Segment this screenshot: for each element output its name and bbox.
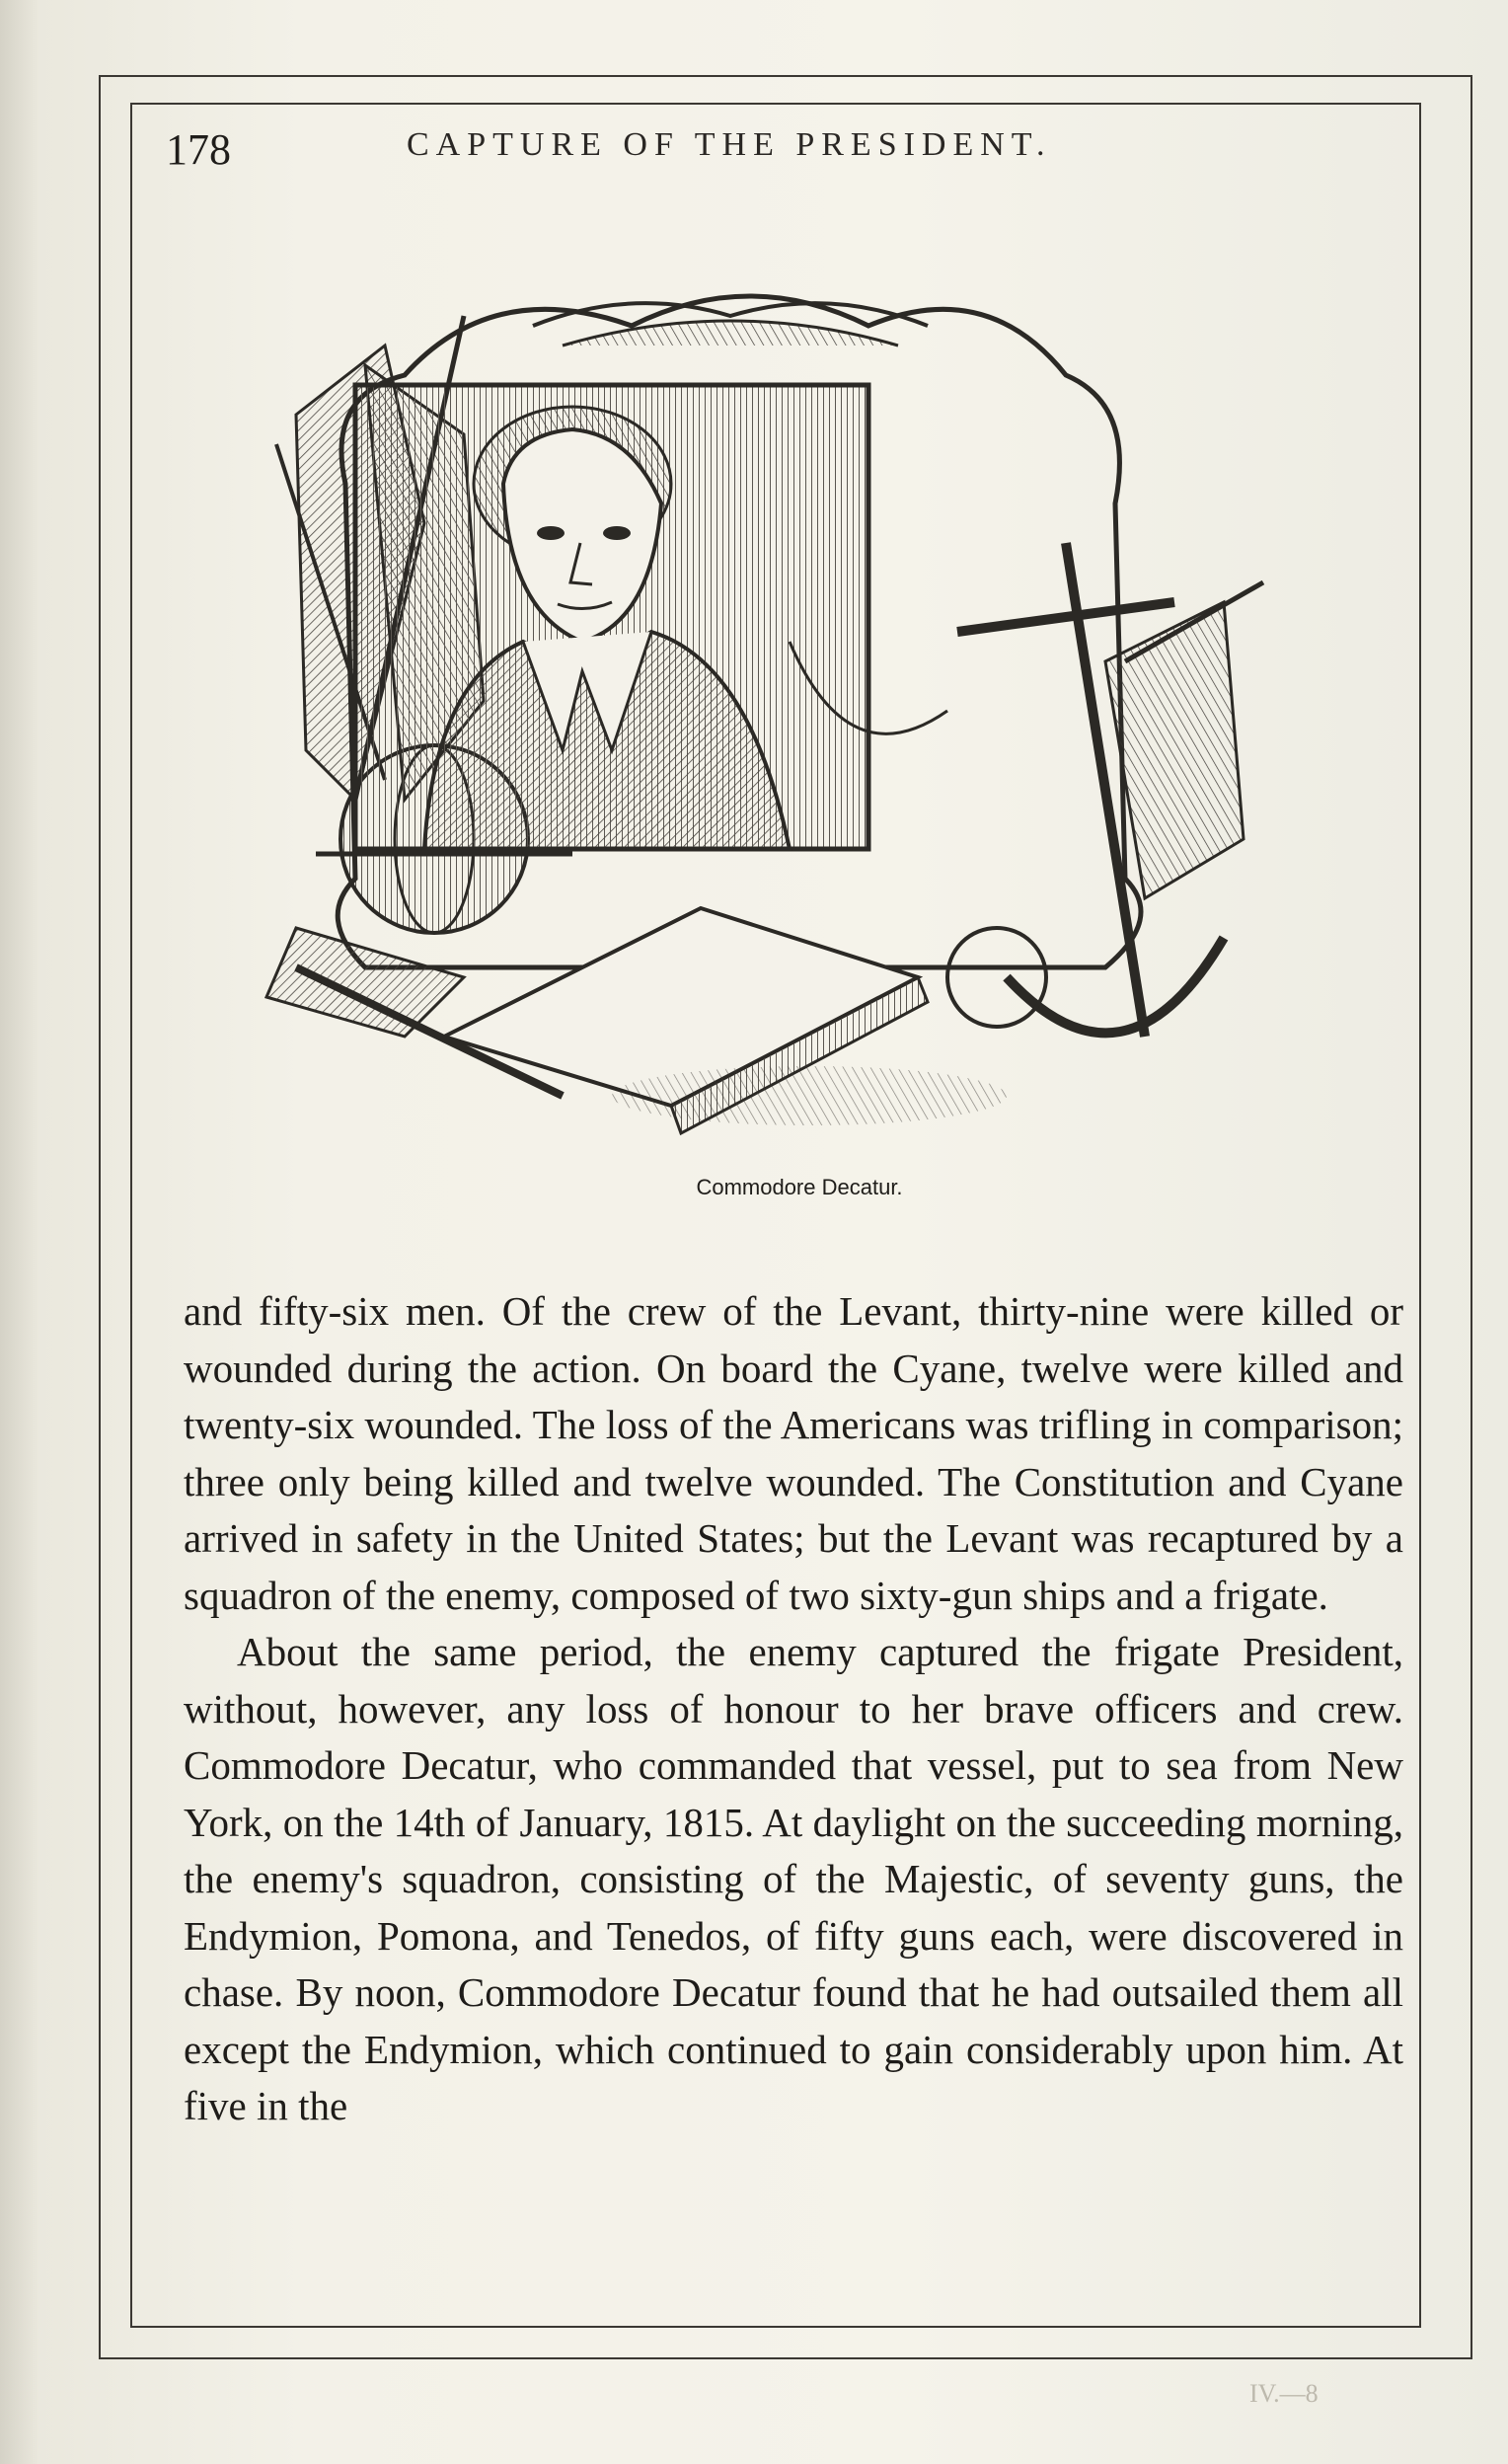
spine-shadow (0, 0, 39, 2464)
body-text (184, 1283, 1403, 2135)
chapter-title: CAPTURE OF THE PRESIDENT. (407, 126, 1052, 163)
footer-signature: IV.—8 (1249, 2379, 1319, 2408)
decatur-engraving (237, 286, 1382, 1175)
figure-caption: Commodore Decatur. (696, 1175, 903, 1199)
paragraph-1: and fifty-six men. Of the crew of the Levant, thirty-nine were killed or wounded during the action. On board the Cyane, twelve were killed and twenty-six wounded. The loss of the Americans was trifling in comparison; three only being killed and twelve wounded. The Constitution and Cyane arrived in safety in the United States; but the Levant was recaptured by a squadron of the enemy, composed of two sixty-gun ships and a frigate. (184, 1288, 1403, 1618)
running-head (166, 118, 1390, 178)
page-number: 178 (166, 125, 231, 174)
paragraph-2: About the same period, the enemy captured the frigate President, without, however, any loss of honour to her brave officers and crew. Commodore Decatur, who commanded that vessel, put to sea from New York, on the 14th of January, 1815. At daylight on the succeeding morning, the enemy's squadron, consisting of the Majestic, of seventy guns, the Endymion, Pomona, and Tenedos, of fifty guns each, were discovered in chase. By noon, Commodore Decatur found that he had outsailed them all except the Endymion, which continued to gain considerably upon him. At five in the (184, 1629, 1403, 2128)
compass (947, 928, 1046, 1027)
